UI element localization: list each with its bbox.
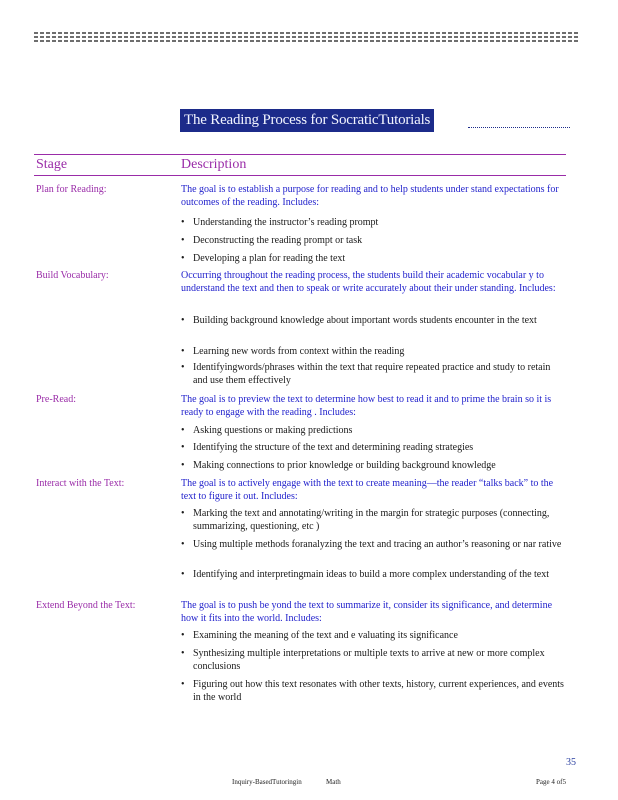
description-interact-with-text: The goal is to actively engage with the text to create meaning—the reader “talks back” to the text to figure it out. Includes:	[181, 478, 554, 502]
description-header: Description	[181, 157, 247, 172]
footer-left: Inquiry-BasedTutoringin	[232, 778, 302, 786]
list-item: • Understanding the instructor’s reading prompt	[181, 217, 379, 228]
list-item: • Learning new words from context within the reading	[181, 346, 405, 357]
list-item: • Examining the meaning of the text and e valuating its significance	[181, 630, 458, 641]
decorative-border	[34, 32, 580, 44]
list-item: • Identifying and interpretingmain ideas to build a more complex understanding of the text	[181, 569, 550, 580]
page-title: The Reading Process for SocraticTutorials	[180, 109, 434, 132]
list-item: • Using multiple methods foranalyzing the text and tracing an author’s reasoning or nar rative	[181, 539, 562, 550]
stage-interact-with-text: Interact with the Text:	[36, 478, 125, 489]
list-item: • Building background knowledge about important words students encounter in the text	[181, 315, 537, 326]
list-item: • Developing a plan for reading the text	[181, 253, 346, 264]
stage-plan-for-reading: Plan for Reading:	[36, 184, 107, 195]
list-item: • Deconstructing the reading prompt or task	[181, 235, 363, 246]
description-pre-read: The goal is to preview the text to determine how best to read it and to prime the brain so it is ready to engage with the reading . Includes:	[181, 394, 552, 418]
list-item: • Identifying the structure of the text and determining reading strategies	[181, 442, 474, 453]
header-rule	[34, 175, 566, 176]
title-dotted-rule	[468, 127, 570, 128]
list-item: • Asking questions or making predictions	[181, 425, 353, 436]
description-build-vocabulary: Occurring throughout the reading process, the students build their academic vocabular y to understand the text and then to speak or write accurately about their under standing. Includes:	[181, 270, 556, 294]
description-extend-beyond-text: The goal is to push be yond the text to summarize it, consider its significance, and determine how it fits into the world. Includes:	[181, 600, 553, 624]
title-banner	[180, 109, 570, 133]
stage-pre-read: Pre-Read:	[36, 394, 76, 405]
page-number: 35	[566, 757, 576, 768]
list-item: • Figuring out how this text resonates with other texts, history, current experiences, and events in the world	[181, 679, 564, 703]
top-rule	[34, 154, 566, 155]
description-plan-for-reading: The goal is to establish a purpose for reading and to help students under stand expectations for outcomes of the reading. Includes:	[181, 184, 559, 208]
list-item: • Making connections to prior knowledge or building background knowledge	[181, 460, 496, 471]
footer-right: Page 4 of5	[536, 778, 566, 786]
list-item: • Synthesizing multiple interpretations or multiple texts to arrive at new or more complex conclusions	[181, 648, 545, 672]
list-item: • Marking the text and annotating/writing in the margin for strategic purposes (connecting, summarizing, questioning, etc )	[181, 508, 550, 532]
list-item: • Identifyingwords/phrases within the text that require repeated practice and study to retain and use them effectively	[181, 362, 551, 386]
footer-middle: Math	[326, 778, 341, 786]
stage-header: Stage	[36, 157, 68, 172]
stage-extend-beyond-text: Extend Beyond the Text:	[36, 600, 136, 611]
stage-build-vocabulary: Build Vocabulary:	[36, 270, 109, 281]
